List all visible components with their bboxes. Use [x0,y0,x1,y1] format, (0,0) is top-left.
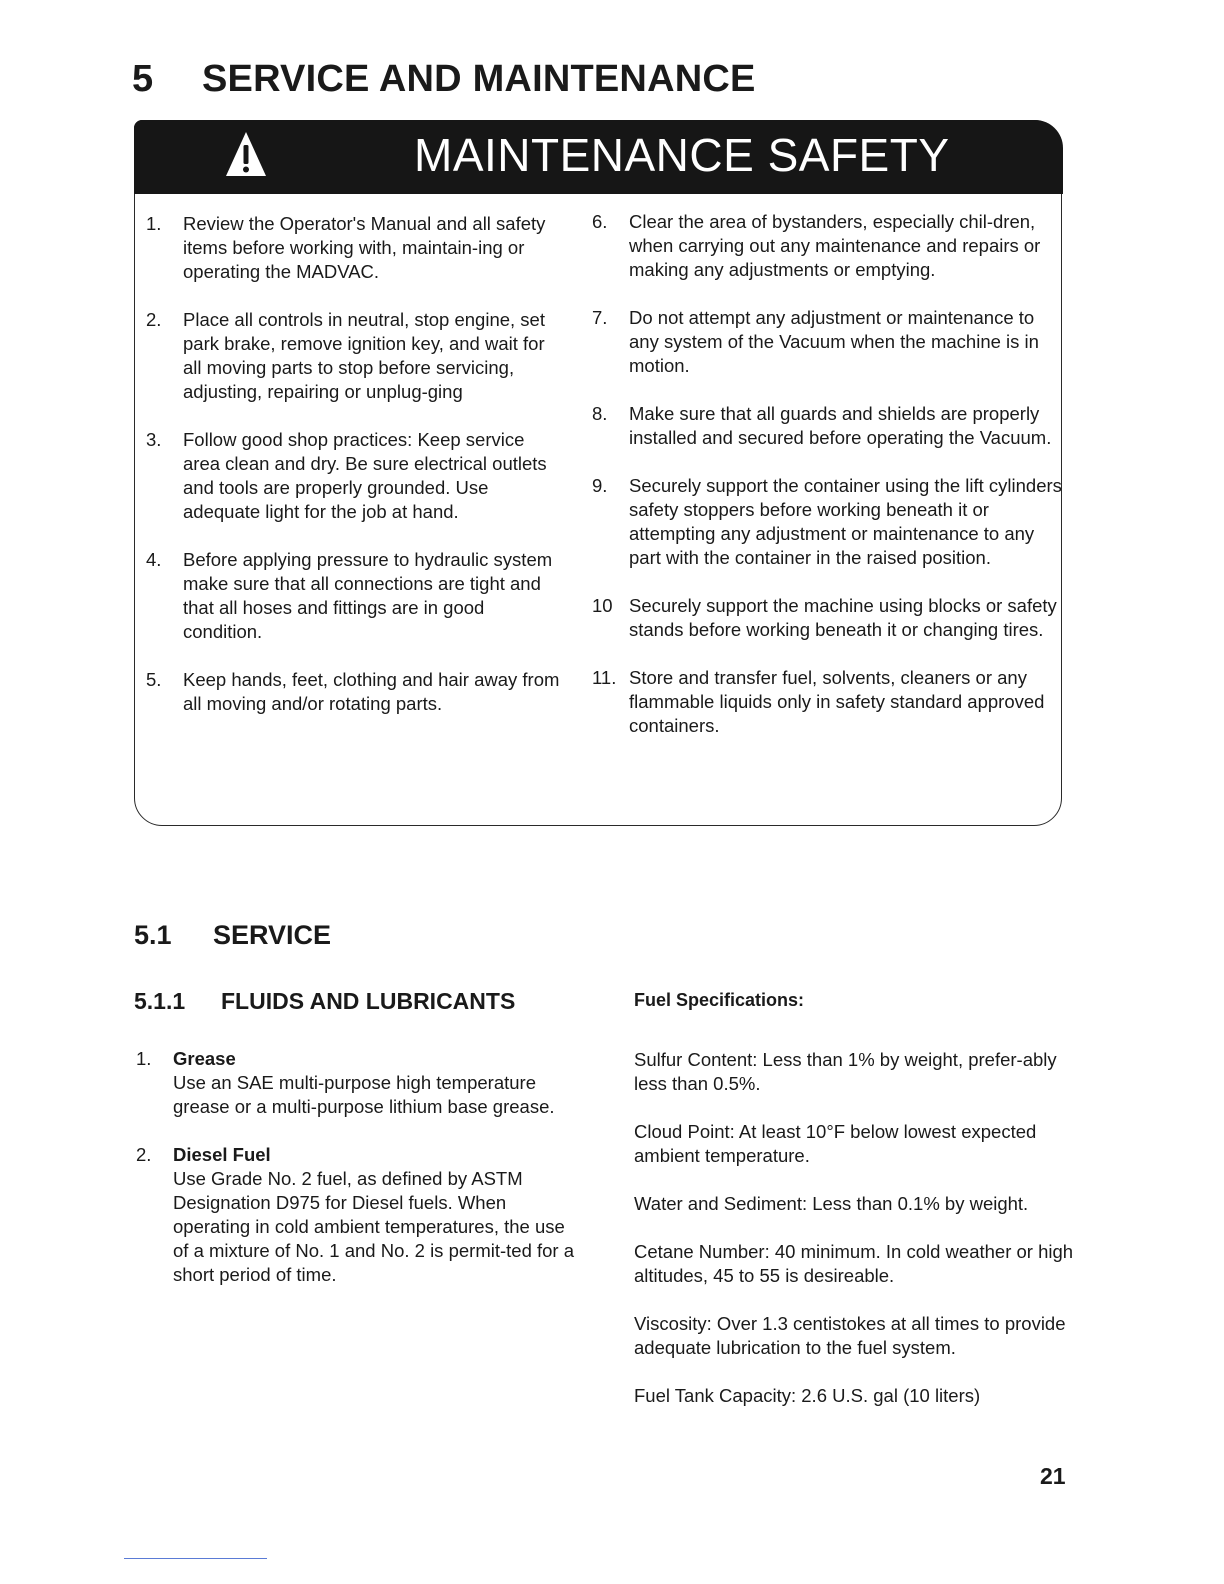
fuel-spec-line: Sulfur Content: Less than 1% by weight, prefer-ably less than 0.5%. [634,1049,1057,1094]
item-text: Before applying pressure to hydraulic system make sure that all connections are tight and that all hoses and fittings are in good condition. [183,549,553,642]
item-text: Store and transfer fuel, solvents, cleaners or any flammable liquids only in safety standard approved containers. [629,667,1045,736]
subsection-title: FLUIDS AND LUBRICANTS [221,988,516,1014]
list-item [146,212,566,284]
list-item [146,668,566,716]
item-number: 2. [136,1144,152,1165]
item-number: 10 [592,595,613,616]
fuel-spec-line: Cloud Point: At least 10°F below lowest expected ambient temperature. [634,1121,1037,1166]
item-number: 1. [146,213,162,234]
safety-banner-title: MAINTENANCE SAFETY [414,129,950,181]
safety-banner [134,120,1063,194]
subsection-number: 5.1.1 [134,988,186,1014]
fuel-spec-line: Cetane Number: 40 minimum. In cold weather or high altitudes, 45 to 55 is desireable. [634,1241,1074,1286]
chapter-number: 5 [132,58,154,100]
fuel-specifications [634,988,1084,1432]
item-text: Securely support the machine using blocks or safety stands before working beneath it or changing tires. [629,595,1057,640]
list-item [592,306,1062,378]
list-item [592,210,1062,282]
item-number: 11. [592,667,617,688]
warning-triangle-icon [224,130,268,180]
item-number: 9. [592,475,608,496]
section-heading-service [134,920,331,951]
list-item [136,1047,576,1119]
fluids-list [136,1047,576,1311]
item-number: 1. [136,1048,152,1069]
fuel-spec-line: Viscosity: Over 1.3 centistokes at all times to provide adequate lubrication to the fuel system. [634,1313,1066,1358]
fuel-spec-line: Fuel Tank Capacity: 2.6 U.S. gal (10 liters) [634,1385,981,1406]
chapter-title [132,58,756,101]
list-item [146,308,566,404]
section-title: SERVICE [213,920,332,950]
item-text: Keep hands, feet, clothing and hair away from all moving and/or rotating parts. [183,669,560,714]
item-text: Place all controls in neutral, stop engine, set park brake, remove ignition key, and wait for all moving parts to stop before servicing, adjusting, repairing or unplug-ging [183,309,545,402]
item-text: Make sure that all guards and shields are properly installed and secured before operating the Vacuum. [629,403,1052,448]
item-number: 3. [146,429,162,450]
bottom-rule [124,1558,267,1559]
chapter-title-text: SERVICE AND MAINTENANCE [202,58,756,100]
list-item [136,1143,576,1287]
list-item [592,474,1062,570]
page-number: 21 [1040,1463,1066,1489]
list-item [592,594,1062,642]
item-text: Do not attempt any adjustment or maintenance to any system of the Vacuum when the machine is in motion. [629,307,1039,376]
item-number: 5. [146,669,162,690]
item-text: Use an SAE multi-purpose high temperature grease or a multi-purpose lithium base grease. [173,1072,555,1117]
list-item [592,666,1062,738]
list-item [146,548,566,644]
item-number: 8. [592,403,608,424]
list-item [146,428,566,524]
fuel-specifications-heading: Fuel Specifications: [634,990,805,1010]
item-number: 2. [146,309,162,330]
section-number: 5.1 [134,920,172,950]
subsection-heading-fluids [134,988,515,1015]
safety-list-left [146,212,566,740]
item-text: Review the Operator's Manual and all safety items before working with, maintain-ing or operating the MADVAC. [183,213,546,282]
item-label: Grease [173,1048,236,1069]
item-text: Use Grade No. 2 fuel, as defined by ASTM Designation D975 for Diesel fuels. When operating in cold ambient temperatures, the use of a mixture of No. 1 and No. 2 is permit-ted for a short period of time. [173,1168,575,1285]
safety-list-right [592,210,1062,762]
list-item [592,402,1062,450]
fuel-spec-line: Water and Sediment: Less than 0.1% by weight. [634,1193,1029,1214]
item-number: 6. [592,211,608,232]
item-text: Clear the area of bystanders, especially chil-dren, when carrying out any maintenance and repairs or making any adjustments or emptying. [629,211,1041,280]
item-number: 4. [146,549,162,570]
item-text: Securely support the container using the lift cylinders safety stoppers before working beneath it or attempting any adjustment or maintenance to any part with the container in the raised position. [629,475,1062,568]
item-number: 7. [592,307,608,328]
item-label: Diesel Fuel [173,1144,271,1165]
item-text: Follow good shop practices: Keep service area clean and dry. Be sure electrical outlets and tools are properly grounded. Use adequate light for the job at hand. [183,429,547,522]
